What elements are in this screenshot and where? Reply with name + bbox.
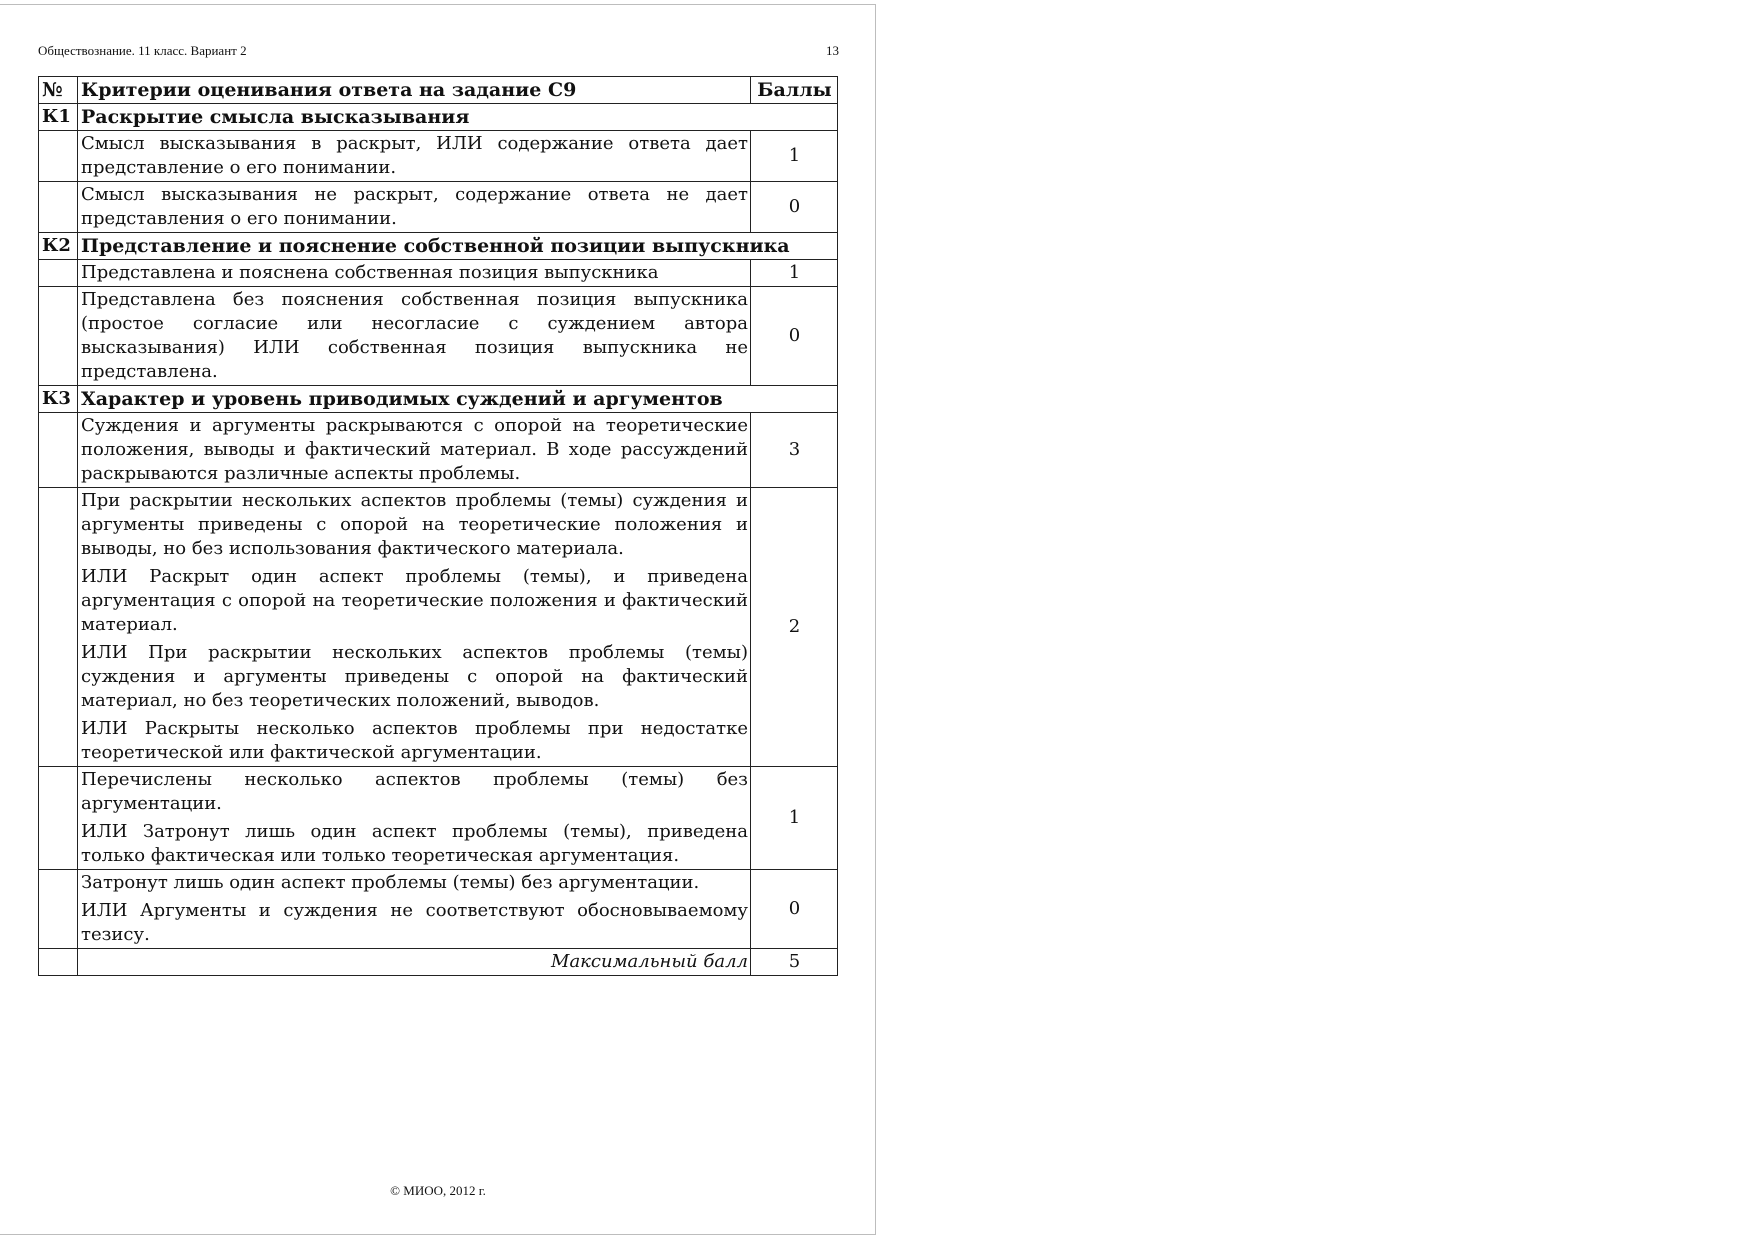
k2-row1-score: 1 — [751, 260, 838, 287]
k2-row1-text: Представлена и пояснена собственная позиция выпускника — [78, 260, 751, 287]
k3-code: К3 — [39, 386, 78, 413]
header-criteria: Критерии оценивания ответа на задание С9 — [78, 77, 751, 104]
k3-row2-score: 2 — [751, 488, 838, 767]
page-number: 13 — [826, 43, 839, 58]
k2-title-row — [39, 233, 838, 260]
k3-row1-score: 1 — [751, 767, 838, 870]
table-row — [39, 260, 838, 287]
k3-row3-score: 3 — [751, 413, 838, 488]
k3-row1-para2: ИЛИ Затронут лишь один аспект проблемы (темы), приведена только фактическая или только теоретическая аргументация. — [81, 821, 748, 866]
header-score: Баллы — [751, 77, 838, 104]
k3-title-row — [39, 386, 838, 413]
max-score-value: 5 — [751, 949, 838, 976]
criteria-table — [38, 76, 838, 976]
header-subject: Обществознание. 11 класс. Вариант 2 — [38, 43, 247, 58]
max-score-row — [39, 949, 838, 976]
k2-title: Представление и пояснение собственной позиции выпускника — [78, 233, 838, 260]
k3-title: Характер и уровень приводимых суждений и аргументов — [78, 386, 838, 413]
k3-row2-para2: ИЛИ Раскрыт один аспект проблемы (темы), и приведена аргументация с опорой на теоретические положения и фактический материал. — [81, 566, 748, 635]
table-row — [39, 488, 838, 767]
table-row — [39, 413, 838, 488]
k2-row2-score: 0 — [751, 287, 838, 386]
k1-title-row — [39, 104, 838, 131]
k1-code: К1 — [39, 104, 78, 131]
k3-row0-para1: Затронут лишь один аспект проблемы (темы) без аргументации. — [81, 872, 700, 893]
k1-row2-score: 0 — [751, 182, 838, 233]
document-page — [0, 4, 876, 1235]
k1-row1-score: 1 — [751, 131, 838, 182]
page-footer: © МИОО, 2012 г. — [390, 1183, 486, 1198]
k3-row1-text — [78, 767, 751, 870]
k3-row0-score: 0 — [751, 870, 838, 949]
k3-row0-para2: ИЛИ Аргументы и суждения не соответствуют обосновываемому тезису. — [81, 900, 748, 945]
max-score-label: Максимальный балл — [78, 949, 751, 976]
k3-row3-text: Суждения и аргументы раскрываются с опорой на теоретические положения, выводы и фактический материал. В ходе рассуждений раскрываются различные аспекты проблемы. — [78, 413, 751, 488]
k3-row0-text — [78, 870, 751, 949]
k3-row2-para1: При раскрытии нескольких аспектов проблемы (темы) суждения и аргументы приведены с опорой на теоретические положения и выводы, но без использования фактического материала. — [81, 490, 748, 559]
table-row — [39, 287, 838, 386]
k3-row2-para4: ИЛИ Раскрыты несколько аспектов проблемы при недостатке теоретической или фактической аргументации. — [81, 718, 748, 763]
k3-row2-text — [78, 488, 751, 767]
k1-row2-text: Смысл высказывания не раскрыт, содержание ответа не дает представления о его понимании. — [78, 182, 751, 233]
table-row — [39, 182, 838, 233]
k1-title: Раскрытие смысла высказывания — [78, 104, 838, 131]
table-row — [39, 131, 838, 182]
k2-code: К2 — [39, 233, 78, 260]
header-num: № — [39, 77, 78, 104]
table-row — [39, 767, 838, 870]
page-header — [38, 43, 839, 59]
k3-row1-para1: Перечислены несколько аспектов проблемы (темы) без аргументации. — [81, 769, 748, 814]
k2-row2-text: Представлена без пояснения собственная позиция выпускника (простое согласие или несогласие с суждением автора высказывания) ИЛИ собственная позиция выпускника не представлена. — [78, 287, 751, 386]
table-header-row — [39, 77, 838, 104]
k3-row2-para3: ИЛИ При раскрытии нескольких аспектов проблемы (темы) суждения и аргументы приведены с опорой на фактический материал, но без теоретических положений, выводов. — [81, 642, 748, 711]
table-row — [39, 870, 838, 949]
k1-row1-text: Смысл высказывания в раскрыт, ИЛИ содержание ответа дает представление о его понимании. — [78, 131, 751, 182]
